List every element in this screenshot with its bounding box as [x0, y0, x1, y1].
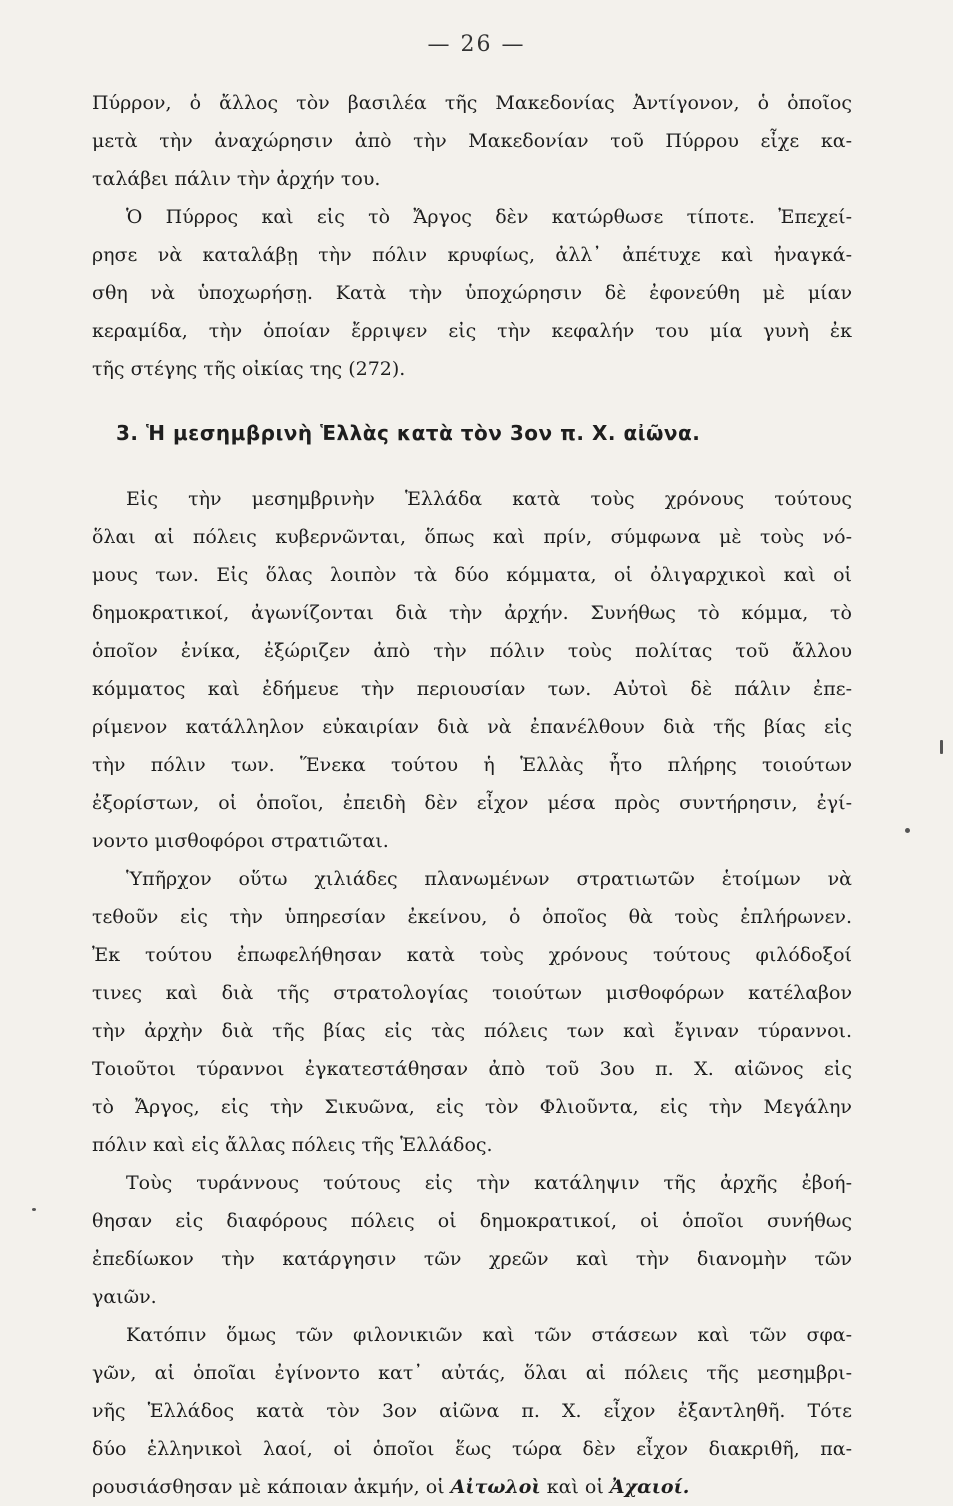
text-line: ρίμενον κατάλληλον εὐκαιρίαν διὰ νὰ ἐπανέλθουν διὰ τῆς βίας εἰς: [92, 716, 852, 738]
paragraph: [92, 1164, 852, 1316]
text-segment: ρουσιάσθησαν μὲ κάποιαν ἀκμήν, οἱ: [92, 1476, 451, 1498]
text-line: Κατόπιν ὅμως τῶν φιλονικιῶν καὶ τῶν στάσεων καὶ τῶν σφα-: [126, 1324, 852, 1346]
body-text: [92, 84, 852, 1506]
text-line: σθη νὰ ὑποχωρήσῃ. Κατὰ τὴν ὑποχώρησιν δὲ ἐφονεύθη μὲ μίαν: [92, 282, 852, 304]
text-line: ὅλαι αἱ πόλεις κυβερνῶνται, ὅπως καὶ πρίν, σύμφωνα μὲ τοὺς νό-: [92, 526, 852, 548]
emphasis-achaioi: Ἀχαιοί.: [609, 1476, 690, 1498]
text-line: Πύρρον, ὁ ἄλλος τὸν βασιλέα τῆς Μακεδονίας Ἀντίγονον, ὁ ὁποῖος: [92, 92, 852, 114]
text-line: Ἐκ τούτου ἐπωφελήθησαν κατὰ τοὺς χρόνους τούτους φιλόδοξοί: [92, 944, 852, 966]
text-line: Εἰς τὴν μεσημβρινὴν Ἑλλάδα κατὰ τοὺς χρόνους τούτους: [126, 488, 852, 510]
text-line: δύο ἑλληνικοὶ λαοί, οἱ ὁποῖοι ἕως τώρα δὲν εἶχον διακριθῆ, πα-: [92, 1438, 852, 1460]
emphasis-aitoloi: Αἰτωλοὶ: [450, 1476, 541, 1498]
text-line: τὴν πόλιν των. Ἕνεκα τούτου ἡ Ἑλλὰς ἦτο πλήρης τοιούτων: [92, 754, 852, 776]
text-line: νῆς Ἑλλάδος κατὰ τὸν 3ον αἰῶνα π. Χ. εἶχον ἐξαντληθῆ. Τότε: [92, 1400, 852, 1422]
text-line: τεθοῦν εἰς τὴν ὑπηρεσίαν ἐκείνου, ὁ ὁποῖος θὰ τοὺς ἐπλήρωνεν.: [92, 906, 852, 928]
text-line: [92, 1468, 852, 1506]
text-line: ἐπεδίωκον τὴν κατάργησιν τῶν χρεῶν καὶ τὴν διανομὴν τῶν: [92, 1248, 852, 1270]
text-line: ρησε νὰ καταλάβῃ τὴν πόλιν κρυφίως, ἀλλ᾿ ἀπέτυχε καὶ ἠναγκά-: [92, 244, 852, 266]
text-line: Ὑπῆρχον οὕτω χιλιάδες πλανωμένων στρατιωτῶν ἑτοίμων νὰ: [126, 868, 852, 890]
text-line: μετὰ τὴν ἀναχώρησιν ἀπὸ τὴν Μακεδονίαν τοῦ Πύρρου εἶχε κα-: [92, 130, 852, 152]
text-line: κεραμίδα, τὴν ὁποίαν ἔρριψεν εἰς τὴν κεφαλήν του μία γυνὴ ἐκ: [92, 320, 852, 342]
text-line: Τοὺς τυράννους τούτους εἰς τὴν κατάληψιν τῆς ἀρχῆς ἐβοή-: [126, 1172, 852, 1194]
text-line: θησαν εἰς διαφόρους πόλεις οἱ δημοκρατικοί, οἱ ὁποῖοι συνήθως: [92, 1210, 852, 1232]
paragraph: [92, 860, 852, 1164]
text-line: γῶν, αἱ ὁποῖαι ἐγίνοντο κατ᾿ αὐτάς, ὅλαι αἱ πόλεις τῆς μεσημβρι-: [92, 1362, 852, 1384]
paragraph: [92, 198, 852, 388]
text-line: τὴν ἀρχὴν διὰ τῆς βίας εἰς τὰς πόλεις των καὶ ἔγιναν τύραννοι.: [92, 1020, 852, 1042]
scan-speck: [940, 740, 943, 754]
text-line: δημοκρατικοί, ἀγωνίζονται διὰ τὴν ἀρχήν. Συνήθως τὸ κόμμα, τὸ: [92, 602, 852, 624]
text-line: γαιῶν.: [92, 1286, 157, 1308]
scan-speck: [905, 828, 910, 833]
text-line: τὸ Ἄργος, εἰς τὴν Σικυῶνα, εἰς τὸν Φλιοῦντα, εἰς τὴν Μεγάλην: [92, 1096, 852, 1118]
section-heading: 3. Ἡ μεσημβρινὴ Ἑλλὰς κατὰ τὸν 3ον π. Χ. αἰῶνα.: [116, 421, 701, 445]
paragraph: [92, 84, 852, 198]
text-line: τῆς στέγης τῆς οἰκίας της (272).: [92, 358, 406, 380]
text-line: μους των. Εἰς ὅλας λοιπὸν τὰ δύο κόμματα, οἱ ὀλιγαρχικοὶ καὶ οἱ: [92, 564, 852, 586]
text-line: κόμματος καὶ ἐδήμευε τὴν περιουσίαν των. Αὐτοὶ δὲ πάλιν ἐπε-: [92, 678, 852, 700]
page-number: — 26 —: [427, 32, 526, 57]
text-line: Τοιοῦτοι τύραννοι ἐγκατεστάθησαν ἀπὸ τοῦ 3ου π. Χ. αἰῶνος εἰς: [92, 1058, 852, 1080]
scan-speck: [32, 1208, 36, 1211]
text-line: Ὁ Πύρρος καὶ εἰς τὸ Ἄργος δὲν κατώρθωσε τίποτε. Ἐπεχεί-: [126, 206, 852, 228]
text-line: πόλιν καὶ εἰς ἄλλας πόλεις τῆς Ἑλλάδος.: [92, 1134, 493, 1156]
paragraph: [92, 480, 852, 860]
text-line: ὁποῖον ἐνίκα, ἐξώριζεν ἀπὸ τὴν πόλιν τοὺς πολίτας τοῦ ἄλλου: [92, 640, 852, 662]
text-line: νοντο μισθοφόροι στρατιῶται.: [92, 830, 389, 852]
text-line: ταλάβει πάλιν τὴν ἀρχήν του.: [92, 168, 381, 190]
text-line: τινες καὶ διὰ τῆς στρατολογίας τοιούτων μισθοφόρων κατέλαβον: [92, 982, 852, 1004]
text-segment: καὶ οἱ: [540, 1476, 610, 1498]
text-line: ἐξορίστων, οἱ ὁποῖοι, ἐπειδὴ δὲν εἶχον μέσα πρὸς συντήρησιν, ἐγί-: [92, 792, 852, 814]
paragraph: [92, 1316, 852, 1506]
